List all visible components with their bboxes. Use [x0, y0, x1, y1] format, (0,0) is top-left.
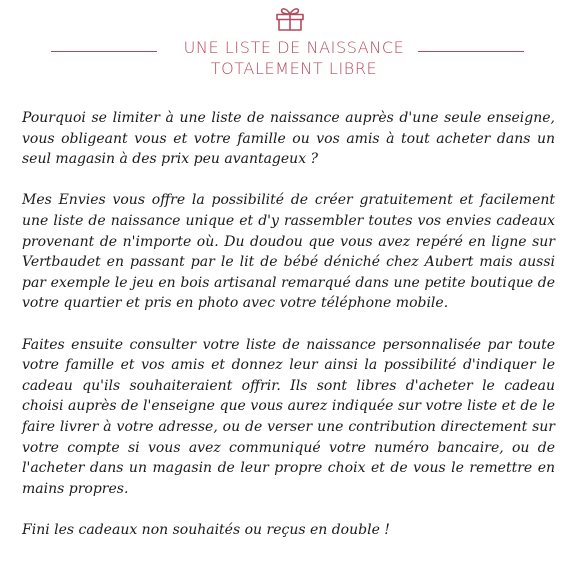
- paragraph-intro: Pourquoi se limiter à une liste de naissance auprès d'une seule enseigne, vous obligeant vous et votre famille ou vos amis à tout acheter dans un seul magasin à des prix peu avantageux ?: [22, 110, 555, 168]
- section-title-line-1: UNE LISTE DE NAISSANCE: [183, 38, 405, 57]
- description-text: [22, 108, 555, 561]
- paragraph-conclusion: Fini les cadeaux non souhaités ou reçus en double !: [22, 521, 390, 538]
- section-header: [0, 0, 588, 90]
- section-title-line-2: TOTALEMENT LIBRE: [210, 59, 378, 78]
- paragraph-sharing: Faites ensuite consulter votre liste de naissance personnalisée par toute votre famille et vos amis et donnez leur ainsi la possibilité d'indiquer le cadeau qu'ils souhaiteraient offrir. Ils sont libres d'acheter le cadeau choisi auprès de l'enseigne que vous aurez indiquée sur votre liste et de le faire livrer à votre adresse, ou de verser une contribution directement sur votre compte si vous avez communiqué votre numéro bancaire, ou de l'acheter dans un magasin de leur propre choix et de vous le remettre en mains propres.: [22, 336, 555, 497]
- paragraph-features: Mes Envies vous offre la possibilité de créer gratuitement et facilement une liste de naissance unique et d'y rassembler toutes vos envies cadeaux provenant de n'importe où. Du doudou que vous avez repéré en ligne sur Vertbaudet en passant par le lit de bébé déniché chez Aubert mais aussi par exemple le jeu en bois artisanal remarqué dans une petite boutique de votre quartier et pris en photo avec votre téléphone mobile.: [22, 192, 555, 312]
- gift-icon: [272, 5, 308, 33]
